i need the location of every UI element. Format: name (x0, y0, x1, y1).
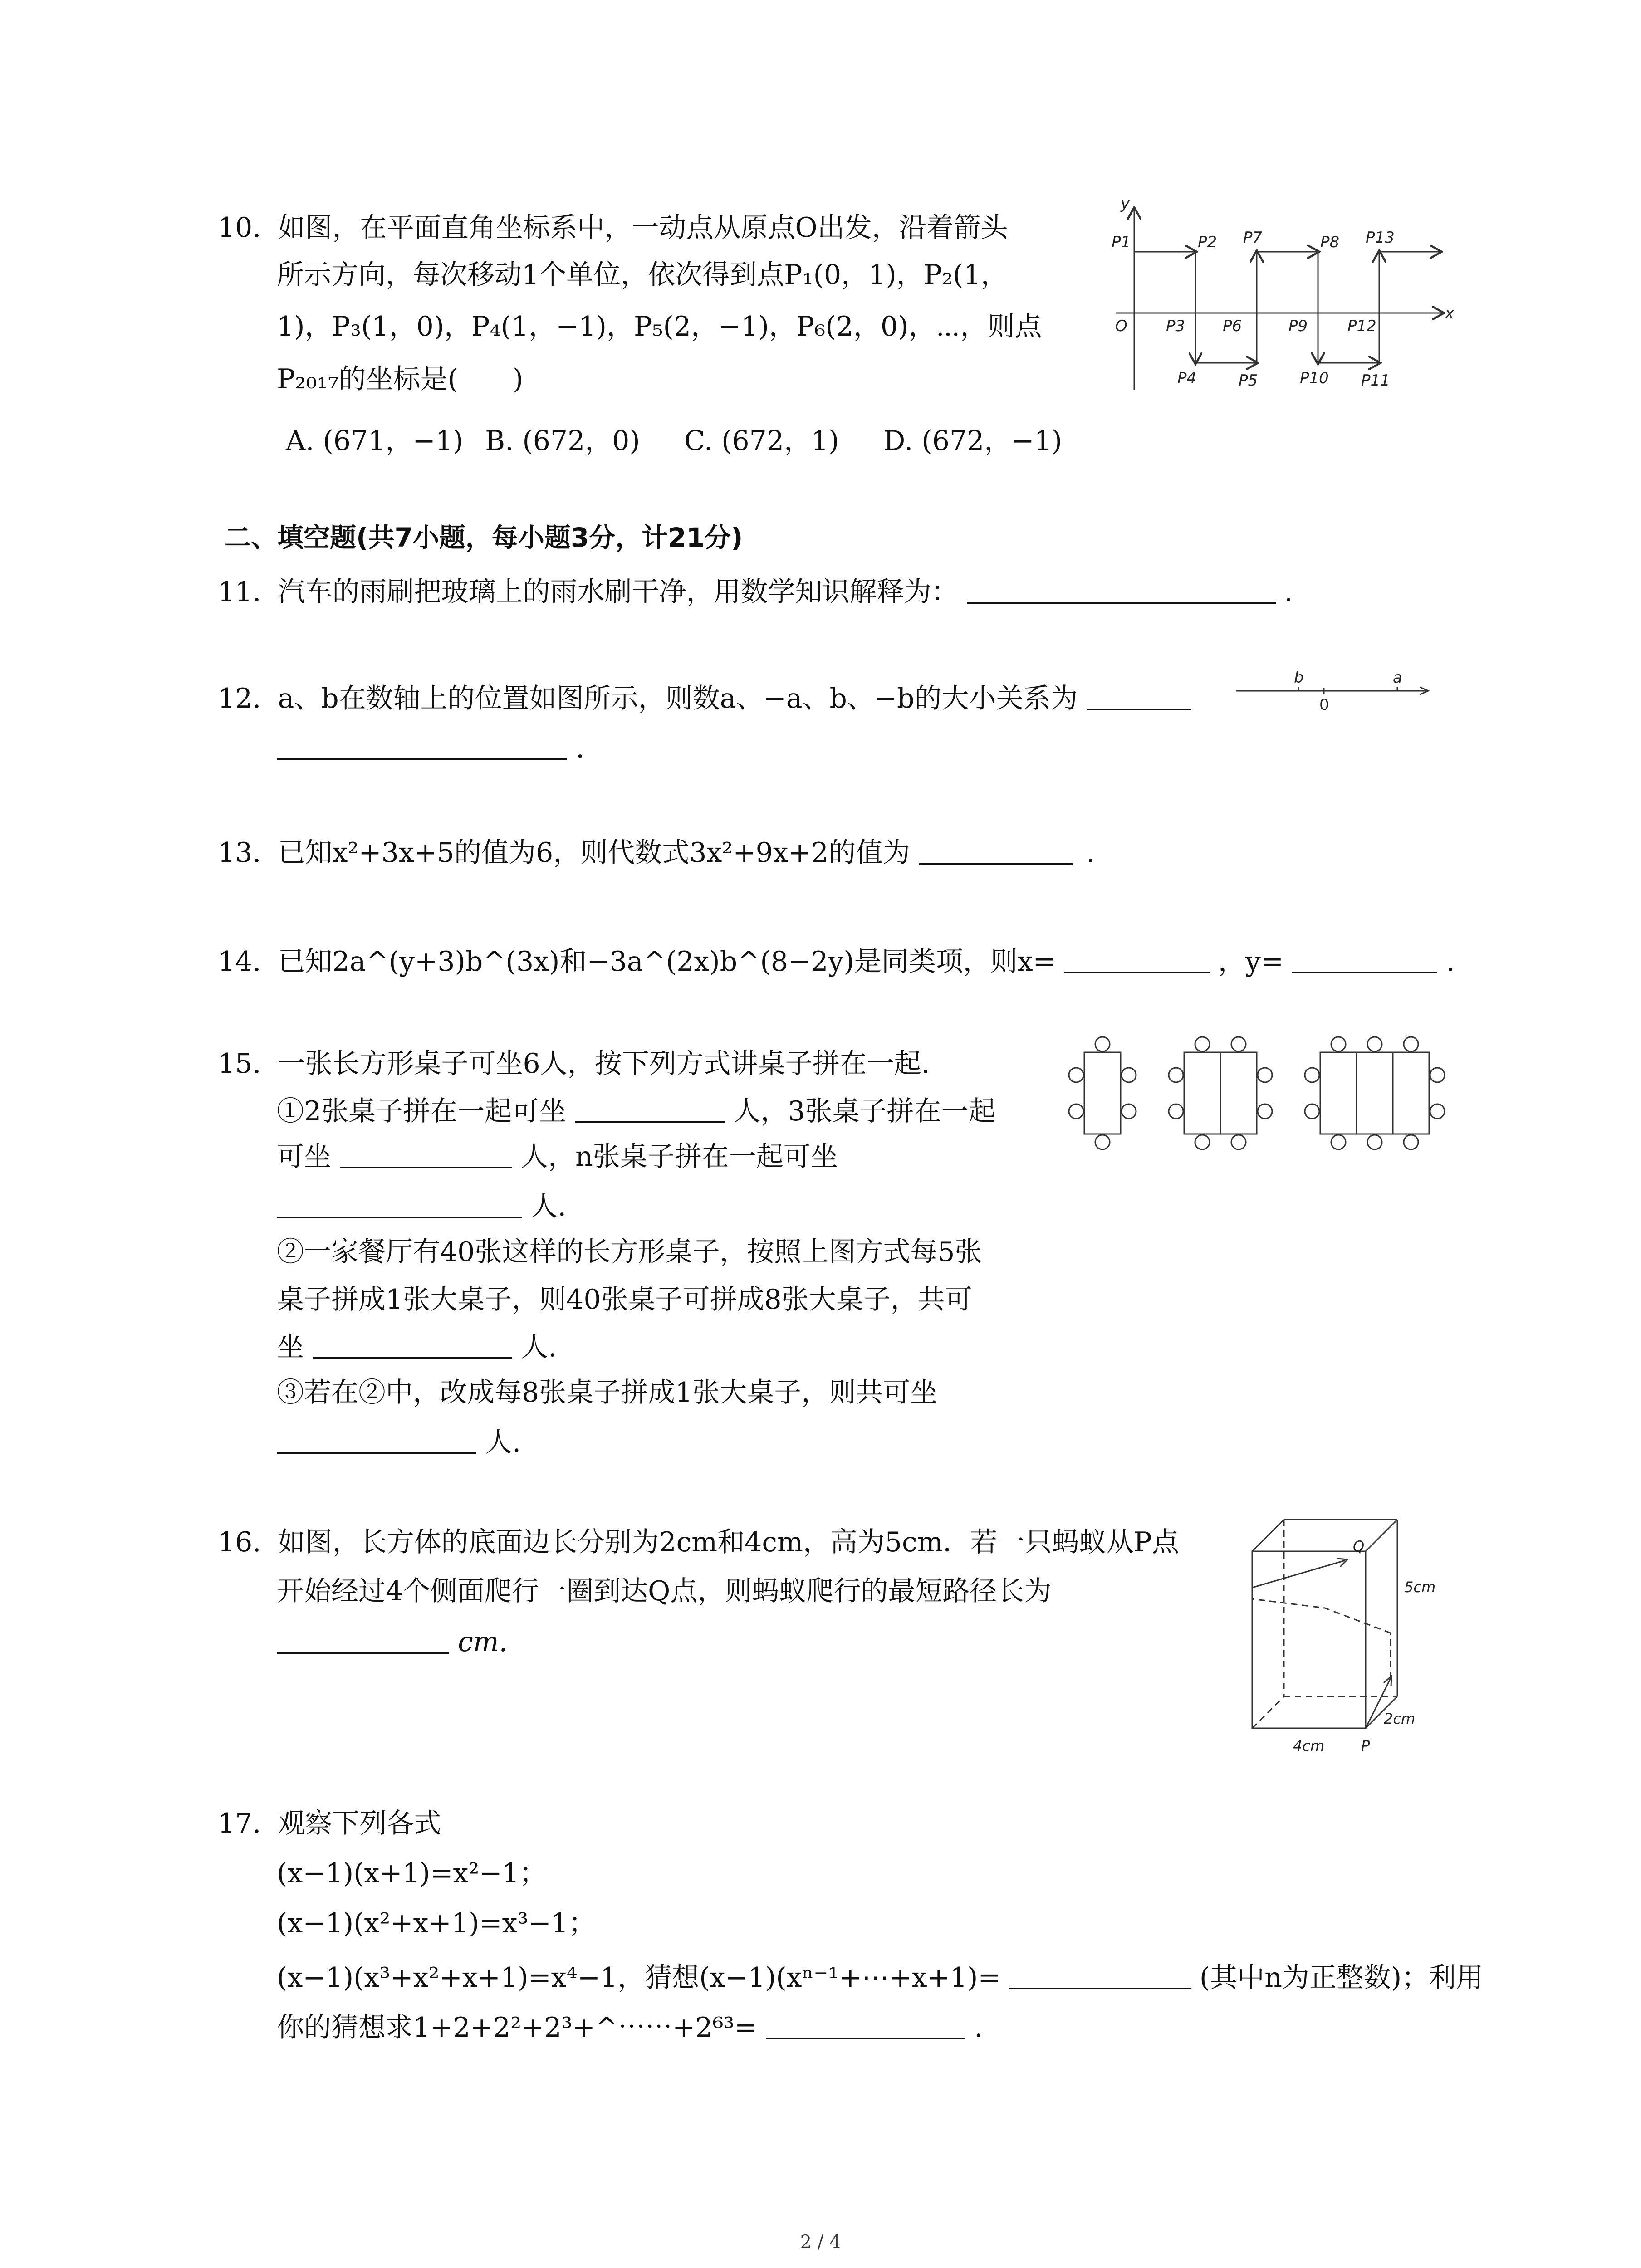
q10-fig-p3: P3 (1166, 317, 1185, 335)
q14-text: 已知2a^(y+3)b^(3x)和−3a^(2x)b^(8−2y)是同类项，则x= (278, 946, 1056, 978)
q13-answer-blank[interactable] (919, 836, 1073, 865)
q12-fig-a-label: a (1393, 669, 1402, 687)
q16-fig-p-label: P (1361, 1737, 1370, 1755)
q14-answer-blank-y[interactable] (1292, 945, 1437, 973)
q17-line4 (277, 1960, 1483, 1996)
q12-answer-blank-2[interactable] (277, 732, 567, 760)
q15-answer-blank-2[interactable] (340, 1140, 512, 1168)
q14-line (218, 943, 1455, 980)
q13-line (218, 835, 1095, 871)
q11-end: . (1284, 576, 1293, 608)
q10-line1 (218, 210, 1008, 246)
q15-line5: ②一家餐厅有40张这样的长方形桌子，按照上图方式每5张 (277, 1236, 982, 1268)
q14-mid: ，y= (1218, 946, 1284, 978)
q11-line (218, 574, 1293, 610)
q12-number: 12. (218, 683, 261, 714)
q15-text-4b: 人. (530, 1191, 567, 1222)
q17-line1 (218, 1805, 441, 1842)
q11-number: 11. (218, 576, 261, 608)
q10-fig-p9: P9 (1288, 317, 1308, 335)
q16-fig-height-label: 5cm (1404, 1579, 1436, 1596)
q10-option-d[interactable]: D. (672，−1) (883, 425, 1063, 457)
q12-fig-zero-label: 0 (1319, 696, 1329, 714)
q17-text-1: 观察下列各式 (278, 1808, 441, 1839)
q14-number: 14. (218, 946, 261, 978)
q13-text: 已知x²+3x+5的值为6，则代数式3x²+9x+2的值为 (278, 837, 911, 869)
q12-number-line-figure (1234, 665, 1434, 714)
q16-answer-blank[interactable] (277, 1626, 449, 1654)
q10-line2: 所示方向，每次移动1个单位，依次得到点P₁(0，1)，P₂(1， (277, 259, 1008, 291)
q14-answer-blank-x[interactable] (1064, 945, 1210, 973)
q16-fig-depth-label: 2cm (1384, 1710, 1416, 1727)
q16-line2: 开始经过4个侧面爬行一圈到达Q点，则蚂蚁爬行的最短路径长为 (277, 1575, 1052, 1607)
q15-line3 (277, 1139, 838, 1175)
q15-line2 (277, 1093, 996, 1129)
q10-options (286, 423, 1062, 459)
page-number: 2 / 4 (800, 2232, 841, 2253)
q15-text-7a: 坐 (277, 1331, 304, 1363)
q10-line4: P₂₀₁₇的坐标是( ) (277, 363, 524, 395)
q17-line5 (277, 2009, 983, 2046)
q12-line2 (277, 730, 584, 767)
q10-option-a[interactable]: A. (671，−1) (286, 425, 464, 457)
q16-fig-width-label: 4cm (1293, 1737, 1325, 1755)
q16-cuboid-figure (1234, 1510, 1443, 1765)
q10-option-c[interactable]: C. (672，1) (684, 425, 839, 457)
q17-number: 17. (218, 1808, 261, 1839)
q11-text: 汽车的雨刷把玻璃上的雨水刷干净，用数学知识解释为： (278, 576, 959, 608)
q15-line4 (277, 1188, 566, 1225)
q15-tables-figure (1066, 1034, 1456, 1152)
q15-text-1: 一张长方形桌子可坐6人，按下列方式讲桌子拼在一起. (278, 1048, 930, 1080)
q10-fig-p13: P13 (1366, 229, 1395, 247)
q16-fig-q-label: Q (1353, 1538, 1365, 1555)
q11-answer-blank[interactable] (967, 576, 1276, 604)
q15-answer-blank-3[interactable] (277, 1190, 522, 1218)
q17-line3: (x−1)(x²+x+1)=x³−1； (277, 1907, 596, 1939)
section-heading-fill-in: 二、填空题(共7小题，每小题3分，计21分) (225, 522, 743, 553)
q15-line1 (218, 1046, 930, 1082)
q15-line6: 桌子拼成1张大桌子，则40张桌子可拼成8张大桌子，共可 (277, 1284, 972, 1315)
q10-line3: 1)，P₃(1，0)，P₄(1，−1)，P₅(2，−1)，P₆(2，0)，⋯，则点 (277, 311, 1042, 342)
q10-text-1: 如图，在平面直角坐标系中，一动点从原点O出发，沿着箭头 (278, 212, 1008, 244)
q15-text-3b: 人，n张桌子拼在一起可坐 (521, 1141, 838, 1173)
q10-fig-p11: P11 (1361, 371, 1390, 390)
q13-number: 13. (218, 837, 261, 869)
q16-number: 16. (218, 1526, 261, 1558)
q10-fig-p1: P1 (1112, 233, 1131, 251)
q10-number: 10. (218, 212, 261, 244)
q16-line1 (218, 1524, 1179, 1560)
q15-answer-blank-1[interactable] (575, 1095, 725, 1123)
q15-text-7b: 人. (521, 1331, 557, 1363)
q15-line8: ③若在②中，改成每8张桌子拼成1张大桌子，则共可坐 (277, 1377, 938, 1408)
q15-text-9b: 人. (485, 1427, 521, 1458)
q13-end: . (1086, 837, 1095, 869)
q10-fig-p8: P8 (1320, 233, 1340, 251)
q17-text-4a: (x−1)(x³+x²+x+1)=x⁴−1，猜想(x−1)(xⁿ⁻¹+⋯+x+1)= (277, 1962, 1001, 1994)
q10-fig-y-label: y (1121, 195, 1130, 213)
q10-fig-x-label: x (1445, 304, 1455, 323)
q10-fig-p7: P7 (1243, 229, 1263, 247)
q15-text-2b: 人，3张桌子拼在一起 (733, 1095, 996, 1127)
q10-option-b[interactable]: B. (672，0) (485, 425, 640, 457)
q10-fig-p4: P4 (1177, 369, 1197, 387)
q10-fig-p6: P6 (1223, 317, 1242, 335)
q15-line7 (277, 1329, 557, 1365)
q17-answer-blank-2[interactable] (766, 2011, 965, 2039)
q10-fig-origin: O (1115, 317, 1127, 335)
q12-end: . (576, 733, 585, 764)
q15-answer-blank-4[interactable] (313, 1331, 512, 1359)
q12-answer-blank-1[interactable] (1087, 682, 1191, 710)
q10-fig-p2: P2 (1198, 233, 1217, 251)
q17-text-4b: (其中n为正整数)；利用 (1199, 1962, 1484, 1994)
q16-line3 (277, 1624, 508, 1660)
q17-answer-blank-1[interactable] (1009, 1961, 1191, 1989)
q15-number: 15. (218, 1048, 261, 1080)
q15-line9 (277, 1424, 521, 1461)
q10-fig-p12: P12 (1347, 317, 1376, 335)
q10-coordinate-figure (1107, 195, 1455, 408)
q16-text-1: 如图，长方体的底面边长分别为2cm和4cm，高为5cm．若一只蚂蚁从P点 (278, 1526, 1179, 1558)
q12-line1 (218, 680, 1191, 717)
q17-text-5b: . (974, 2012, 983, 2043)
q12-text: a、b在数轴上的位置如图所示，则数a、−a、b、−b的大小关系为 (278, 683, 1078, 714)
q10-fig-p10: P10 (1300, 369, 1329, 387)
q12-fig-b-label: b (1294, 669, 1304, 687)
q10-fig-p5: P5 (1239, 371, 1258, 390)
q15-text-2a: ①2张桌子拼在一起可坐 (277, 1095, 567, 1127)
q14-end: . (1446, 946, 1455, 978)
q15-text-3a: 可坐 (277, 1141, 331, 1173)
q17-line2: (x−1)(x+1)=x²−1； (277, 1857, 547, 1889)
q16-unit: cm. (458, 1626, 508, 1658)
q17-text-5a: 你的猜想求1+2+2²+2³+^⋯⋯+2⁶³= (277, 2012, 757, 2043)
q15-answer-blank-5[interactable] (277, 1426, 476, 1454)
